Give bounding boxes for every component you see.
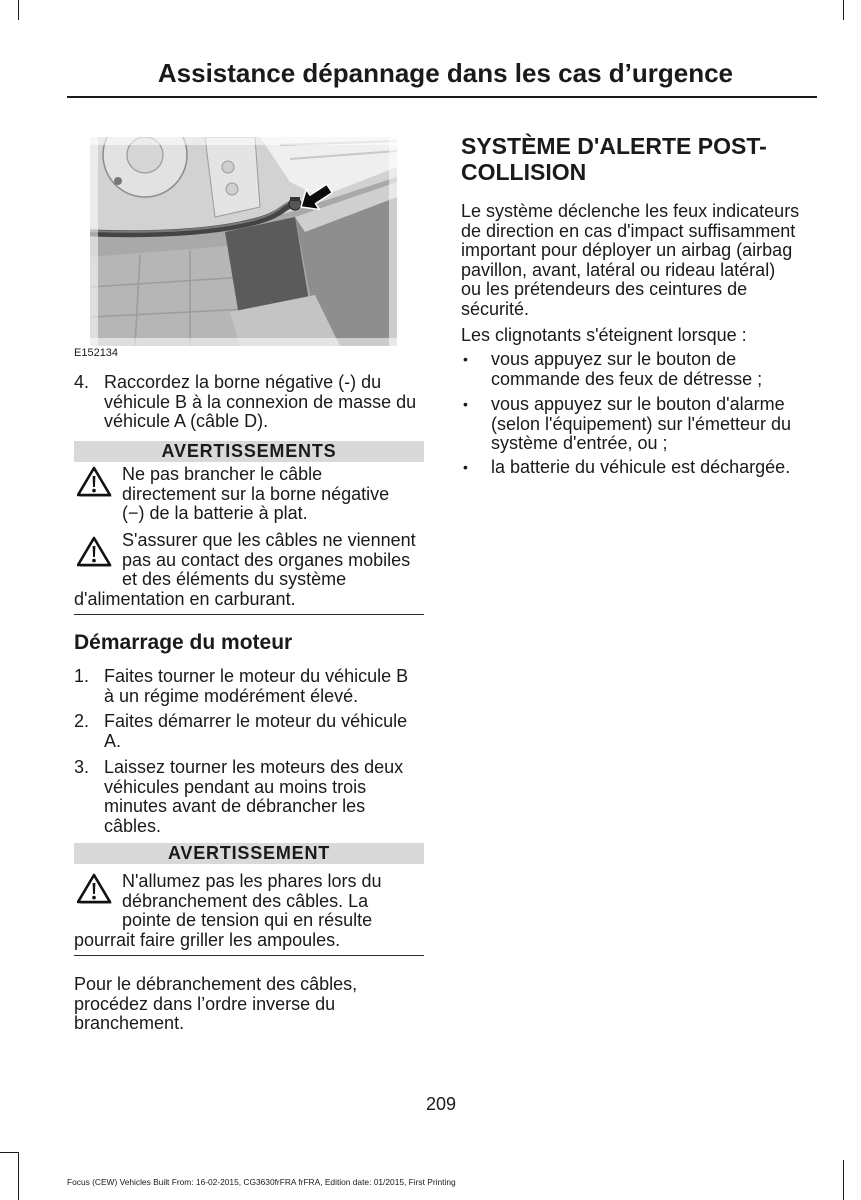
step-line: véhicule B à la connexion de masse du	[104, 391, 417, 412]
paragraph-line: pavillon, avant, latéral ou rideau latéral)	[461, 259, 776, 280]
section-divider	[74, 614, 424, 615]
bullet-line: commande des feux de détresse ;	[491, 368, 763, 389]
step-line: à un régime modérément élevé.	[104, 685, 359, 706]
crop-mark-top-left	[18, 0, 19, 20]
warning-triangle-icon	[77, 536, 113, 568]
warning-item	[74, 531, 424, 609]
step-line: A.	[104, 730, 122, 751]
warning-line: d'alimentation en carburant.	[74, 588, 296, 609]
paragraph-line: branchement.	[74, 1013, 185, 1034]
section-heading: Démarrage du moteur	[74, 631, 293, 654]
warnings-heading: AVERTISSEMENTS	[74, 441, 424, 462]
section-title-line: SYSTÈME D'ALERTE POST-	[461, 133, 767, 159]
warning-line: N'allumez pas les phares lors du	[122, 871, 382, 891]
warning-line: directement sur la borne négative	[122, 483, 390, 504]
paragraph-line: sécurité.	[461, 298, 530, 319]
warning-line: S'assurer que les câbles ne viennent	[122, 530, 416, 550]
warning-line: pourrait faire griller les ampoules.	[74, 929, 341, 950]
page-title: Assistance dépannage dans les cas d’urgence	[157, 58, 733, 88]
warning-heading: AVERTISSEMENT	[74, 843, 424, 864]
bullet-icon: •	[463, 459, 468, 475]
warning-item	[74, 465, 424, 524]
step-line: Faites démarrer le moteur du véhicule	[104, 711, 408, 731]
step-line: Laissez tourner les moteurs des deux	[104, 757, 404, 777]
bullet-line: (selon l'équipement) sur l'émetteur du	[491, 413, 792, 434]
step-number: 1.	[74, 666, 90, 686]
paragraph-line: de direction en cas d'impact suffisamment	[461, 220, 796, 241]
crop-mark-bottom-left	[18, 1152, 19, 1200]
step-line: minutes avant de débrancher les	[104, 796, 366, 817]
bullet-item	[461, 458, 812, 478]
crop-mark-bottom-left-h	[0, 1152, 18, 1153]
warning-triangle-icon	[77, 873, 113, 905]
bullet-line: vous appuyez sur le bouton de	[491, 349, 737, 369]
paragraph-line: Pour le débranchement des câbles,	[74, 974, 358, 994]
lead-sentence: Les clignotants s'éteignent lorsque :	[461, 325, 747, 345]
section-title-line: COLLISION	[461, 159, 587, 185]
step-line: Raccordez la borne négative (-) du	[104, 372, 382, 392]
step-1	[74, 667, 424, 706]
step-number: 4.	[74, 372, 90, 392]
warning-line: Ne pas brancher le câble	[122, 464, 323, 484]
closing-paragraph	[74, 975, 424, 1034]
step-2	[74, 712, 424, 751]
warning-line: débranchement des câbles. La	[122, 890, 369, 911]
crop-mark-top-right	[843, 0, 844, 20]
bullet-icon: •	[463, 351, 468, 367]
step-line: véhicule A (câble D).	[104, 411, 269, 432]
bullet-line: système d'entrée, ou ;	[491, 433, 668, 454]
warning-line: pointe de tension qui en résulte	[122, 910, 373, 931]
page-number: 209	[425, 1094, 457, 1114]
jump-start-photo	[90, 137, 397, 346]
paragraph-line: ou les prétendeurs des ceintures de	[461, 279, 748, 300]
step-line: Faites tourner le moteur du véhicule B	[104, 666, 409, 686]
paragraph-line: important pour déployer un airbag (airbag	[461, 240, 793, 261]
paragraph-line: procédez dans l’ordre inverse du	[74, 993, 336, 1014]
step-number: 2.	[74, 711, 90, 731]
warning-line: (−) de la batterie à plat.	[122, 503, 308, 524]
header-rule	[67, 96, 817, 98]
warning-triangle-icon	[77, 466, 113, 498]
intro-paragraph	[461, 202, 812, 320]
step-number: 3.	[74, 757, 90, 777]
warning-line: pas au contact des organes mobiles	[122, 549, 411, 570]
step-line: câbles.	[104, 815, 162, 836]
figure-code: E152134	[74, 347, 119, 359]
step-4	[74, 373, 424, 432]
paragraph-line: Le système déclenche les feux indicateurs	[461, 201, 800, 221]
bullet-item	[461, 350, 812, 389]
section-divider	[74, 955, 424, 956]
step-line: véhicules pendant au moins trois	[104, 776, 367, 797]
warning-line: et des éléments du système	[122, 569, 347, 590]
print-footer: Focus (CEW) Vehicles Built From: 16-02-2015, CG3630frFRA frFRA, Edition date: 01/2015, First Printing	[67, 1177, 456, 1187]
bullet-icon: •	[463, 396, 468, 412]
crop-mark-bottom-right	[843, 1160, 844, 1200]
warning-item	[74, 872, 424, 950]
section-title	[461, 133, 812, 185]
step-3	[74, 758, 424, 836]
bullet-line: la batterie du véhicule est déchargée.	[491, 457, 791, 477]
bullet-item	[461, 395, 812, 454]
bullet-line: vous appuyez sur le bouton d'alarme	[491, 394, 785, 414]
